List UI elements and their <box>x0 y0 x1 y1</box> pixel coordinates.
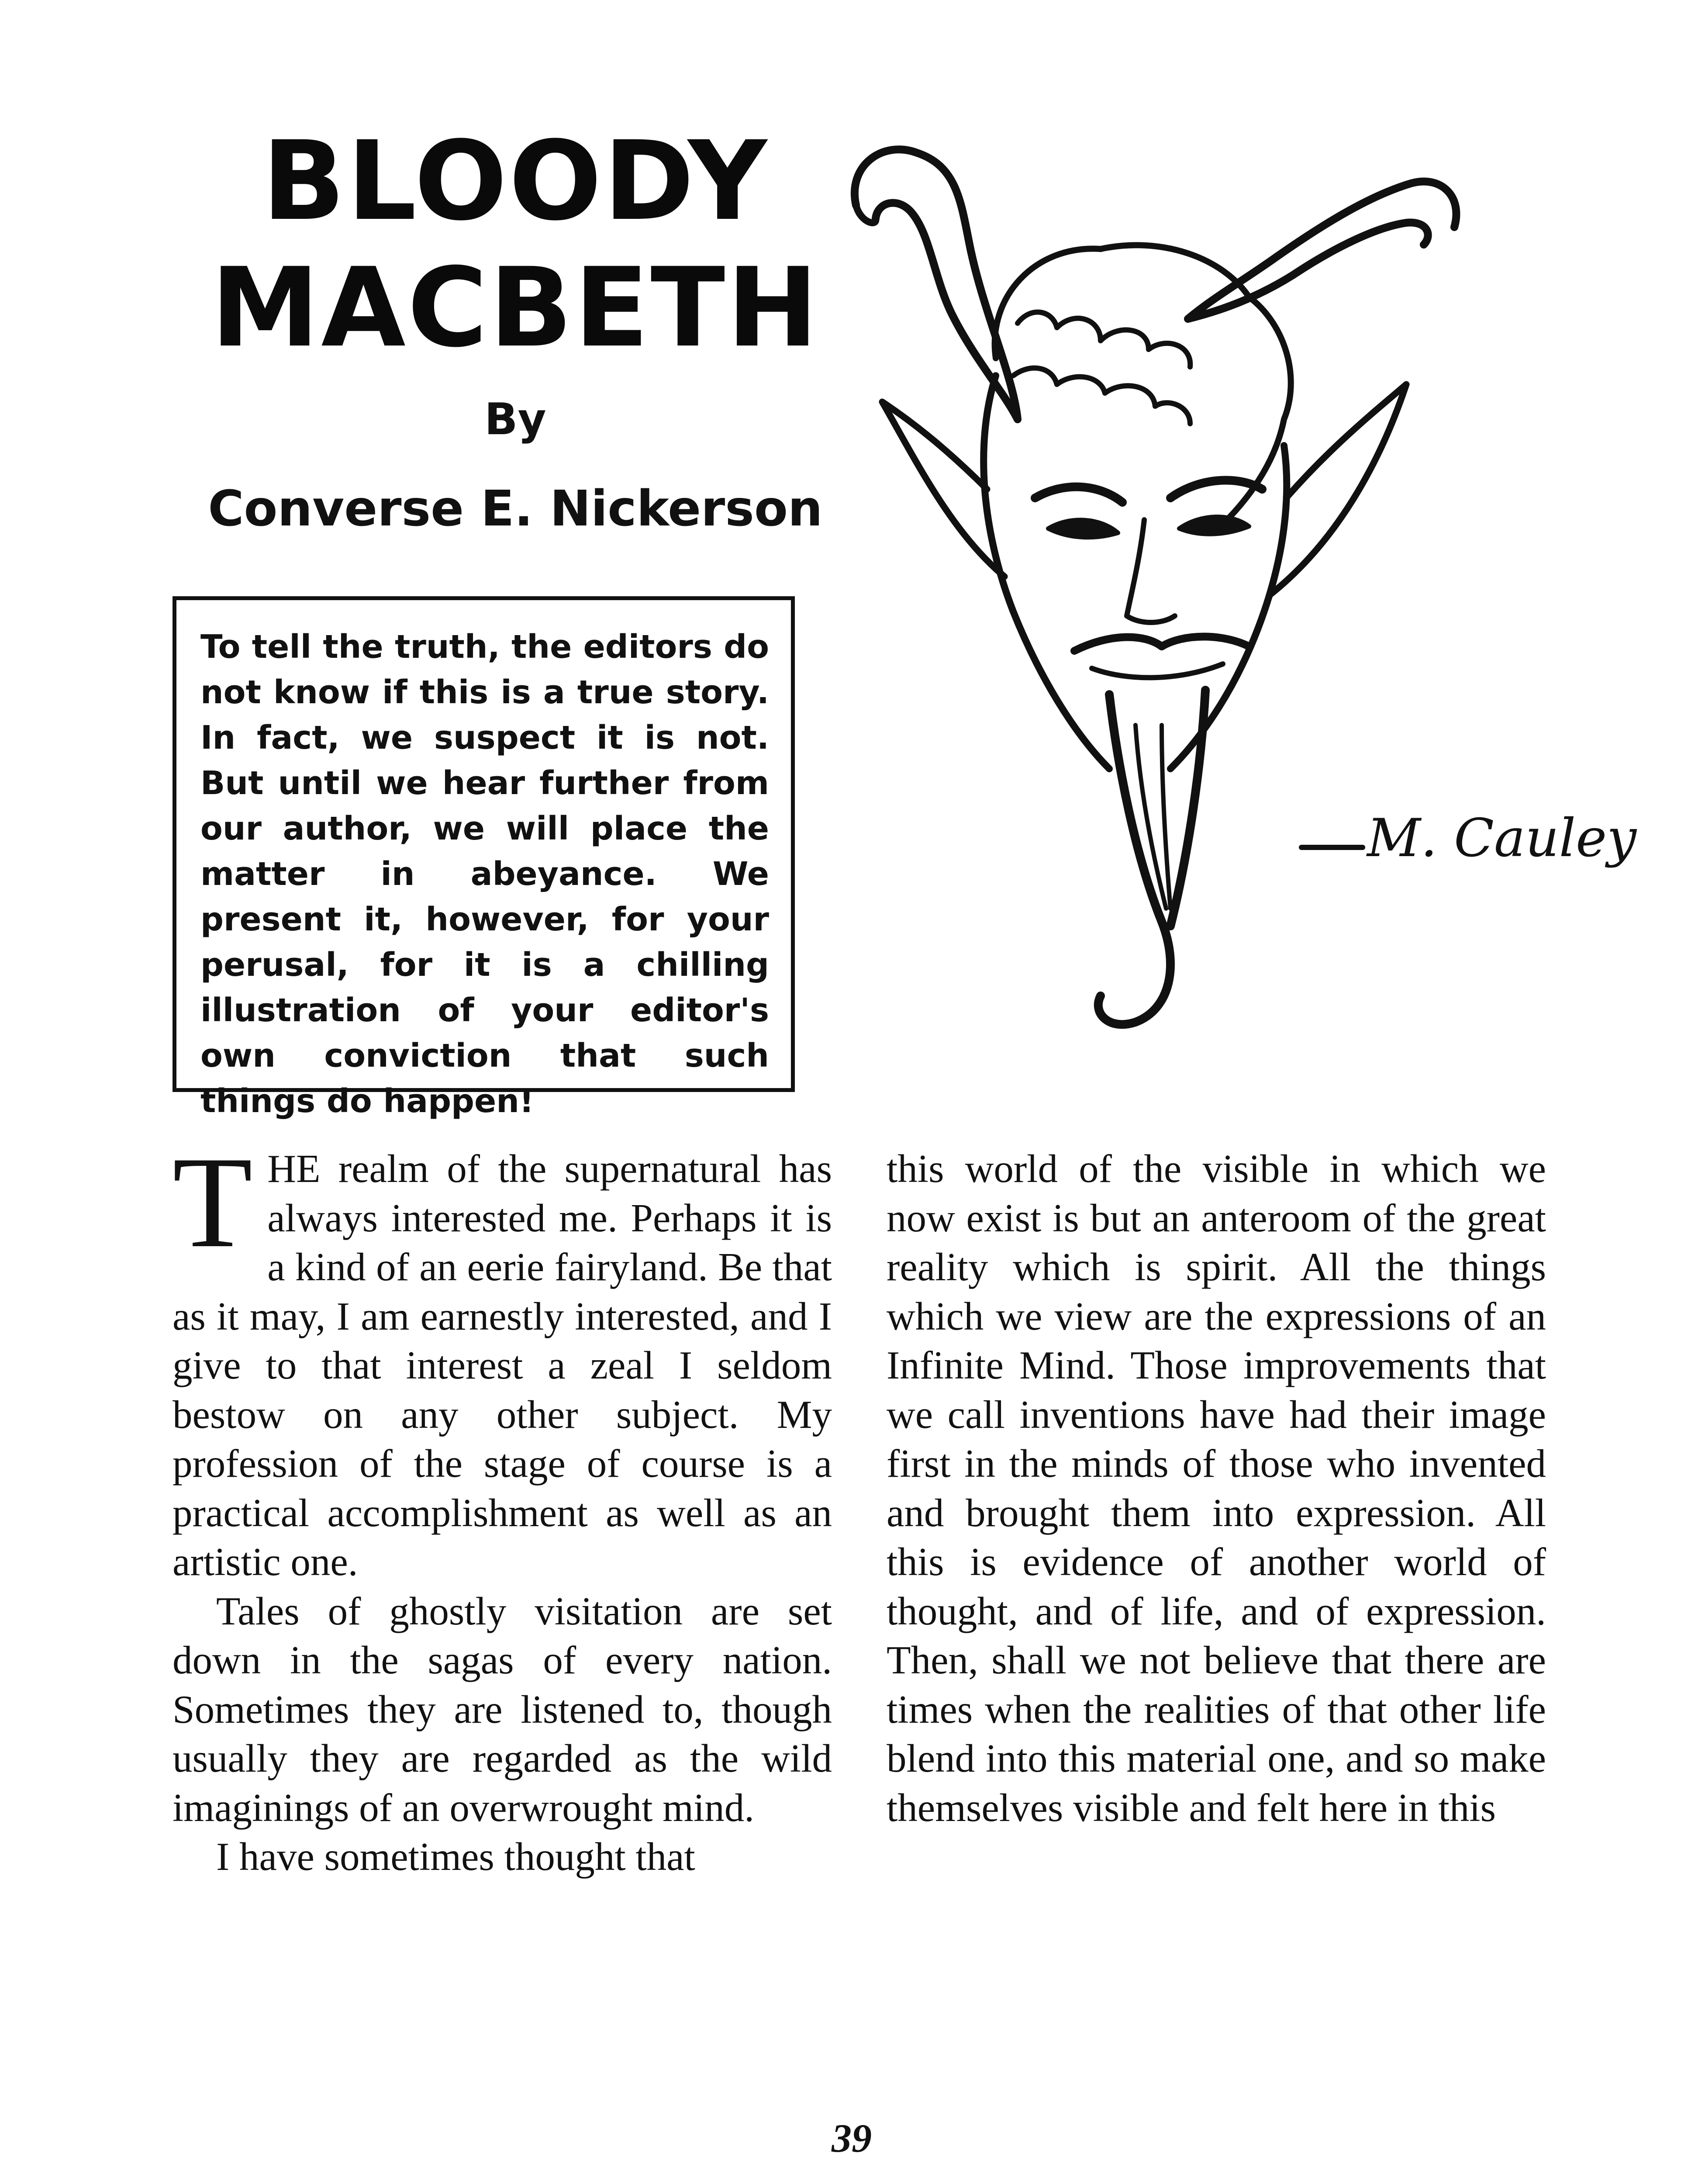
story-title <box>192 118 839 371</box>
artist-signature: M. Cauley <box>1367 808 1636 869</box>
body-column-left <box>173 1130 832 1882</box>
editor-note-box: To tell the truth, the editors do not know if this is a true story. In fact, we suspect it is not. But until we hear further from our author, we will place the matter in abeyance. We present it, however, for your perusal, for it is a chilling illustration of your editor's own conviction that such things do happen! <box>173 596 795 1092</box>
drop-cap: T <box>173 1130 253 1275</box>
paragraph-3-start: I have sometimes thought that <box>216 1835 695 1879</box>
body-column-right <box>887 1144 1546 1832</box>
paragraph-2: Tales of ghostly visitation are set down in the sagas of every nation. Sometimes they are listened to, though usually they are regarded as the wild imaginings of an overwrought mind. <box>173 1589 832 1830</box>
title-line-1: BLOODY <box>262 117 769 245</box>
paragraph-1-text: HE realm of the supernatural has always interested me. Perhaps it is a kind of an eerie fairyland. Be that as it may, I am earnestly interested, and I give to that interest a zeal I seldom bestow on any other subject. My profession of the stage of course is a practical accomplishment as well as an artistic one. <box>173 1147 832 1584</box>
author-name: Converse E. Nickerson <box>208 480 823 537</box>
paragraph-3-continued: this world of the visible in which we now exist is but an anteroom of the great reality which is spirit. All the things which we view are the expressions of an Infinite Mind. Those improvements that we call inventions have had their image first in the minds of those who invented and brought them into expression. All this is evidence of another world of thought, and of life, and of expression. Then, shall we not believe that there are times when the realities of that other life blend into this material one, and so make themselves visible and felt here in this <box>887 1147 1546 1830</box>
paragraph-1 <box>173 1130 832 1587</box>
title-line-2: MACBETH <box>211 244 820 371</box>
page-number: 39 <box>832 2116 872 2160</box>
byline-by: By <box>484 394 546 445</box>
devil-head-illustration <box>830 114 1636 1092</box>
